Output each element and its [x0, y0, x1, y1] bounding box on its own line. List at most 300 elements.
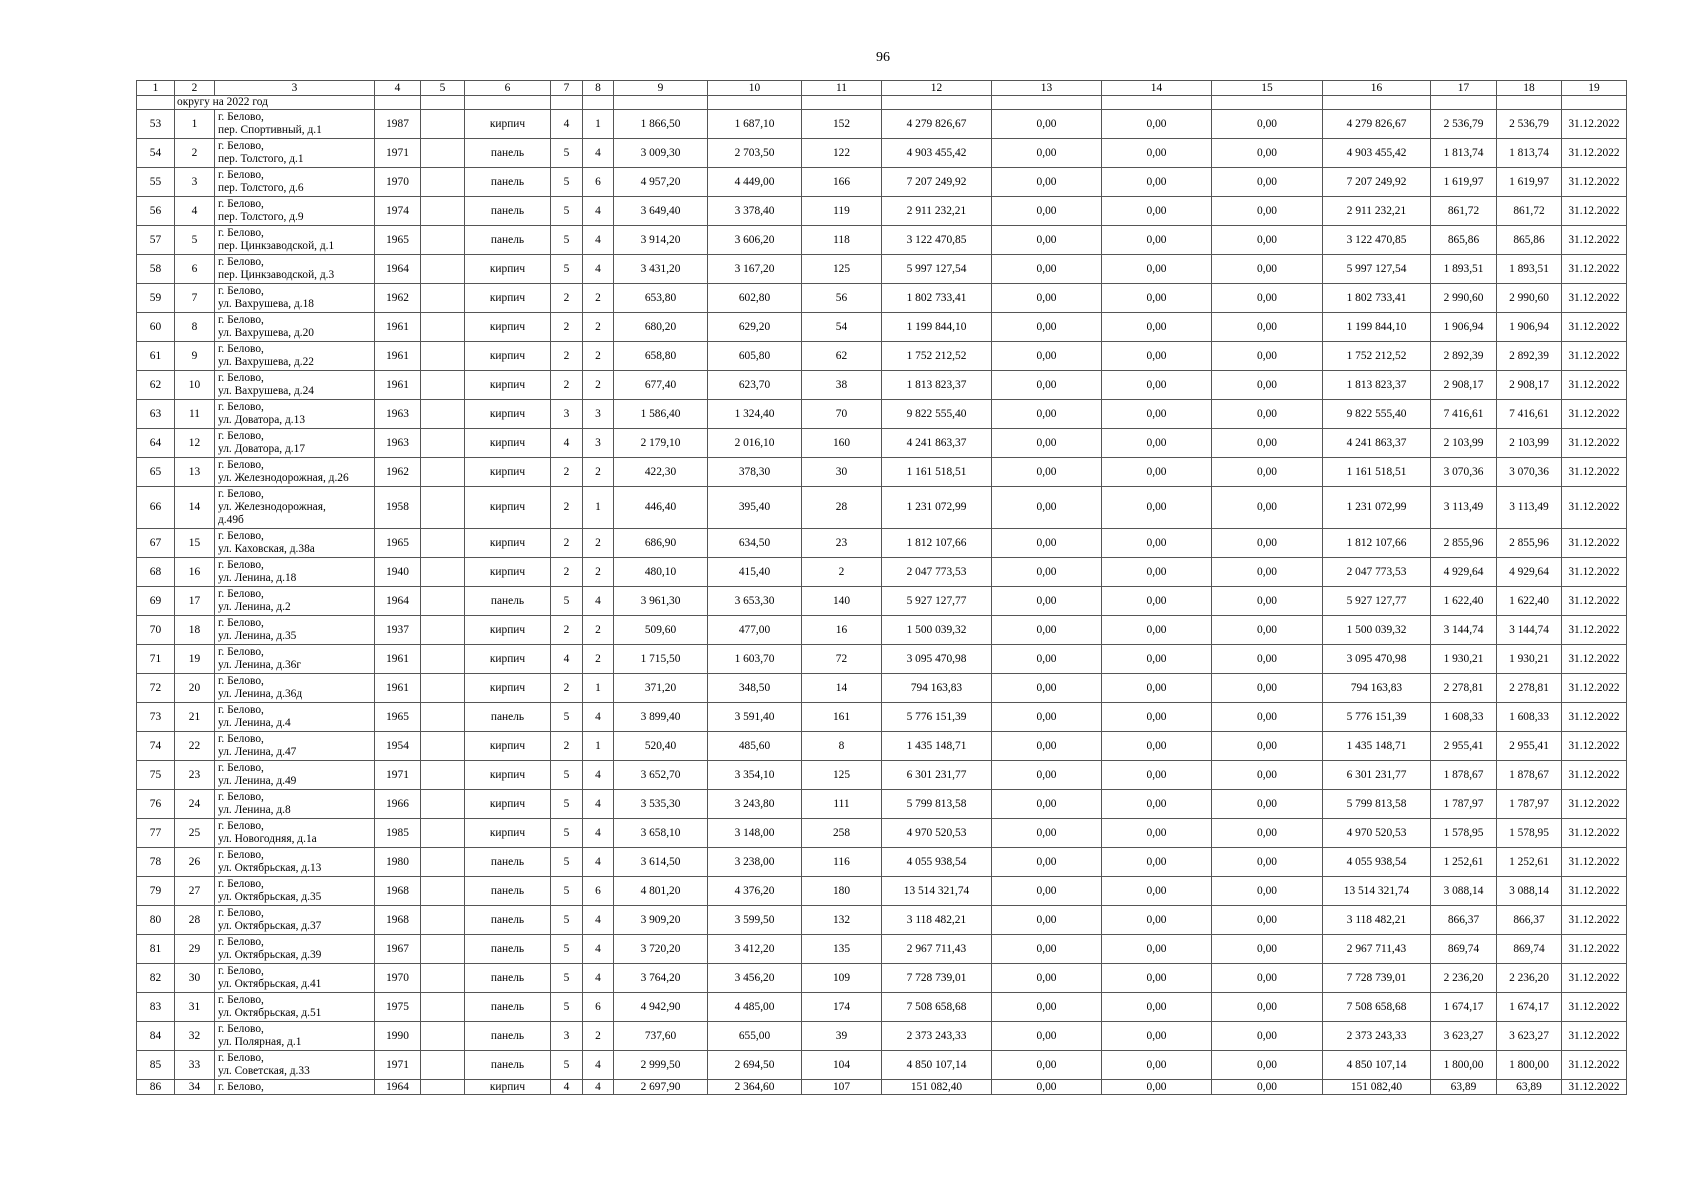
address-line: г. Белово, [218, 111, 264, 123]
max-unit-cost: 1 813,74 [1497, 139, 1562, 168]
col-14: 0,00 [1102, 197, 1212, 226]
col-13: 0,00 [992, 529, 1102, 558]
residents: 38 [802, 371, 882, 400]
entrances: 2 [583, 645, 614, 674]
table-row [137, 819, 1627, 848]
max-unit-cost: 3 088,14 [1497, 877, 1562, 906]
table-cell [1562, 96, 1627, 110]
unit-cost: 2 855,96 [1431, 529, 1497, 558]
entrances: 1 [583, 110, 614, 139]
entrances: 4 [583, 255, 614, 284]
wall-material: панель [465, 168, 551, 197]
living-area: 2 364,60 [708, 1080, 802, 1095]
total-area: 3 720,20 [614, 935, 708, 964]
max-unit-cost: 3 070,36 [1497, 458, 1562, 487]
total-area: 2 179,10 [614, 429, 708, 458]
total-area: 2 999,50 [614, 1051, 708, 1080]
owner-funds: 3 118 482,21 [1323, 906, 1431, 935]
max-unit-cost: 1 619,97 [1497, 168, 1562, 197]
deadline: 31.12.2022 [1562, 255, 1627, 284]
column-header: 4 [375, 81, 421, 96]
col-14: 0,00 [1102, 761, 1212, 790]
col-13: 0,00 [992, 1022, 1102, 1051]
col-13: 0,00 [992, 587, 1102, 616]
total-cost: 794 163,83 [882, 674, 992, 703]
deadline: 31.12.2022 [1562, 587, 1627, 616]
row-number: 79 [137, 877, 175, 906]
address [215, 110, 375, 139]
col-14: 0,00 [1102, 964, 1212, 993]
col-5 [421, 906, 465, 935]
deadline: 31.12.2022 [1562, 1080, 1627, 1095]
residents: 166 [802, 168, 882, 197]
total-area: 3 909,20 [614, 906, 708, 935]
col-15: 0,00 [1212, 732, 1323, 761]
row-number: 65 [137, 458, 175, 487]
address-line: г. Белово, [218, 285, 264, 297]
address-line: ул. Ленина, д.36г [218, 659, 302, 671]
col-15: 0,00 [1212, 674, 1323, 703]
total-cost: 4 055 938,54 [882, 848, 992, 877]
column-header: 12 [882, 81, 992, 96]
unit-cost: 2 908,17 [1431, 371, 1497, 400]
total-cost: 2 967 711,43 [882, 935, 992, 964]
table-row [137, 110, 1627, 139]
unit-cost: 3 088,14 [1431, 877, 1497, 906]
total-area: 1 715,50 [614, 645, 708, 674]
wall-material: кирпич [465, 255, 551, 284]
floors: 5 [551, 993, 583, 1022]
residents: 30 [802, 458, 882, 487]
col-14: 0,00 [1102, 226, 1212, 255]
col-5 [421, 819, 465, 848]
col-14: 0,00 [1102, 1022, 1212, 1051]
table-row [137, 226, 1627, 255]
year-built: 1965 [375, 226, 421, 255]
total-cost: 9 822 555,40 [882, 400, 992, 429]
total-cost: 1 812 107,66 [882, 529, 992, 558]
wall-material: панель [465, 877, 551, 906]
entrances: 4 [583, 197, 614, 226]
table-row [137, 1080, 1627, 1095]
wall-material: кирпич [465, 313, 551, 342]
entrances: 3 [583, 400, 614, 429]
col-5 [421, 761, 465, 790]
total-cost: 5 799 813,58 [882, 790, 992, 819]
owner-funds: 5 799 813,58 [1323, 790, 1431, 819]
floors: 5 [551, 1051, 583, 1080]
address [215, 226, 375, 255]
year-built: 1971 [375, 1051, 421, 1080]
total-cost: 1 500 039,32 [882, 616, 992, 645]
item-number: 6 [175, 255, 215, 284]
living-area: 3 412,20 [708, 935, 802, 964]
wall-material: кирпич [465, 645, 551, 674]
unit-cost: 1 893,51 [1431, 255, 1497, 284]
residents: 116 [802, 848, 882, 877]
address-line: г. Белово, [218, 965, 264, 977]
wall-material: кирпич [465, 110, 551, 139]
column-header: 11 [802, 81, 882, 96]
col-15: 0,00 [1212, 529, 1323, 558]
table-row [137, 429, 1627, 458]
deadline: 31.12.2022 [1562, 400, 1627, 429]
col-15: 0,00 [1212, 964, 1323, 993]
living-area: 3 653,30 [708, 587, 802, 616]
deadline: 31.12.2022 [1562, 371, 1627, 400]
address-line: ул. Ленина, д.47 [218, 746, 297, 758]
residents: 72 [802, 645, 882, 674]
address [215, 458, 375, 487]
col-14: 0,00 [1102, 458, 1212, 487]
total-cost: 2 911 232,21 [882, 197, 992, 226]
living-area: 3 148,00 [708, 819, 802, 848]
total-cost: 6 301 231,77 [882, 761, 992, 790]
total-cost: 1 161 518,51 [882, 458, 992, 487]
col-14: 0,00 [1102, 790, 1212, 819]
residents: 160 [802, 429, 882, 458]
address-line: г. Белово, [218, 256, 264, 268]
total-cost: 3 118 482,21 [882, 906, 992, 935]
owner-funds: 1 752 212,52 [1323, 342, 1431, 371]
col-13: 0,00 [992, 558, 1102, 587]
living-area: 3 606,20 [708, 226, 802, 255]
address-line: ул. Железнодорожная, [218, 501, 326, 513]
table-row [137, 964, 1627, 993]
column-header: 1 [137, 81, 175, 96]
residents: 62 [802, 342, 882, 371]
address-line: пер. Толстого, д.6 [218, 182, 304, 194]
item-number: 30 [175, 964, 215, 993]
address [215, 1022, 375, 1051]
col-5 [421, 458, 465, 487]
deadline: 31.12.2022 [1562, 529, 1627, 558]
max-unit-cost: 2 103,99 [1497, 429, 1562, 458]
col-15: 0,00 [1212, 935, 1323, 964]
col-5 [421, 587, 465, 616]
column-header: 16 [1323, 81, 1431, 96]
owner-funds: 5 776 151,39 [1323, 703, 1431, 732]
residents: 16 [802, 616, 882, 645]
col-13: 0,00 [992, 848, 1102, 877]
col-14: 0,00 [1102, 674, 1212, 703]
unit-cost: 2 103,99 [1431, 429, 1497, 458]
address-line: ул. Ленина, д.36д [218, 688, 303, 700]
owner-funds: 2 047 773,53 [1323, 558, 1431, 587]
col-14: 0,00 [1102, 110, 1212, 139]
residents: 180 [802, 877, 882, 906]
total-area: 509,60 [614, 616, 708, 645]
address-line: г. Белово, [218, 140, 264, 152]
floors: 5 [551, 139, 583, 168]
unit-cost: 1 674,17 [1431, 993, 1497, 1022]
unit-cost: 1 578,95 [1431, 819, 1497, 848]
living-area: 1 687,10 [708, 110, 802, 139]
col-13: 0,00 [992, 819, 1102, 848]
col-14: 0,00 [1102, 732, 1212, 761]
residents: 109 [802, 964, 882, 993]
year-built: 1962 [375, 458, 421, 487]
col-13: 0,00 [992, 255, 1102, 284]
address-line: г. Белово, [218, 588, 264, 600]
address-line: ул. Октябрьская, д.39 [218, 949, 322, 961]
unit-cost: 2 892,39 [1431, 342, 1497, 371]
col-15: 0,00 [1212, 429, 1323, 458]
address-line: г. Белово, [218, 849, 264, 861]
owner-funds: 1 812 107,66 [1323, 529, 1431, 558]
address [215, 255, 375, 284]
address-line: г. Белово, [218, 530, 264, 542]
col-5 [421, 935, 465, 964]
address-line: г. Белово, [218, 791, 264, 803]
col-15: 0,00 [1212, 819, 1323, 848]
wall-material: кирпич [465, 616, 551, 645]
row-number: 59 [137, 284, 175, 313]
item-number: 15 [175, 529, 215, 558]
deadline: 31.12.2022 [1562, 703, 1627, 732]
max-unit-cost: 865,86 [1497, 226, 1562, 255]
wall-material: кирпич [465, 529, 551, 558]
deadline: 31.12.2022 [1562, 1022, 1627, 1051]
column-header: 5 [421, 81, 465, 96]
entrances: 2 [583, 284, 614, 313]
item-number: 4 [175, 197, 215, 226]
max-unit-cost: 866,37 [1497, 906, 1562, 935]
address-line: г. Белово, [218, 169, 264, 181]
col-14: 0,00 [1102, 703, 1212, 732]
unit-cost: 1 608,33 [1431, 703, 1497, 732]
address [215, 964, 375, 993]
wall-material: панель [465, 197, 551, 226]
address-line: ул. Новогодняя, д.1а [218, 833, 317, 845]
address [215, 1080, 375, 1095]
max-unit-cost: 1 787,97 [1497, 790, 1562, 819]
table-row [137, 400, 1627, 429]
owner-funds: 5 927 127,77 [1323, 587, 1431, 616]
row-number: 76 [137, 790, 175, 819]
owner-funds: 6 301 231,77 [1323, 761, 1431, 790]
address-line: г. Белово, [218, 314, 264, 326]
table-cell [802, 96, 882, 110]
max-unit-cost: 3 623,27 [1497, 1022, 1562, 1051]
total-area: 3 009,30 [614, 139, 708, 168]
entrances: 1 [583, 674, 614, 703]
item-number: 3 [175, 168, 215, 197]
wall-material: панель [465, 906, 551, 935]
col-5 [421, 964, 465, 993]
row-number: 86 [137, 1080, 175, 1095]
year-built: 1965 [375, 529, 421, 558]
col-5 [421, 371, 465, 400]
entrances: 4 [583, 703, 614, 732]
total-area: 4 801,20 [614, 877, 708, 906]
table-cell [1323, 96, 1431, 110]
col-14: 0,00 [1102, 487, 1212, 529]
table-cell [614, 96, 708, 110]
col-5 [421, 703, 465, 732]
address-line: ул. Ленина, д.18 [218, 572, 297, 584]
item-number: 24 [175, 790, 215, 819]
living-area: 4 449,00 [708, 168, 802, 197]
living-area: 2 694,50 [708, 1051, 802, 1080]
owner-funds: 1 813 823,37 [1323, 371, 1431, 400]
total-cost: 4 970 520,53 [882, 819, 992, 848]
address-line: г. Белово, [218, 1023, 264, 1035]
col-5 [421, 732, 465, 761]
floors: 2 [551, 371, 583, 400]
max-unit-cost: 1 608,33 [1497, 703, 1562, 732]
year-built: 1963 [375, 400, 421, 429]
total-cost: 1 199 844,10 [882, 313, 992, 342]
address-line: ул. Ленина, д.8 [218, 804, 291, 816]
total-area: 1 866,50 [614, 110, 708, 139]
year-built: 1961 [375, 674, 421, 703]
year-built: 1940 [375, 558, 421, 587]
residents: 111 [802, 790, 882, 819]
floors: 2 [551, 529, 583, 558]
item-number: 20 [175, 674, 215, 703]
total-area: 3 914,20 [614, 226, 708, 255]
col-14: 0,00 [1102, 906, 1212, 935]
floors: 4 [551, 110, 583, 139]
year-built: 1961 [375, 342, 421, 371]
residents: 28 [802, 487, 882, 529]
address-line: ул. Ленина, д.49 [218, 775, 297, 787]
col-13: 0,00 [992, 487, 1102, 529]
entrances: 6 [583, 877, 614, 906]
address [215, 1051, 375, 1080]
col-5 [421, 1022, 465, 1051]
total-area: 422,30 [614, 458, 708, 487]
col-13: 0,00 [992, 1051, 1102, 1080]
max-unit-cost: 2 892,39 [1497, 342, 1562, 371]
max-unit-cost: 861,72 [1497, 197, 1562, 226]
entrances: 2 [583, 558, 614, 587]
entrances: 4 [583, 139, 614, 168]
col-5 [421, 993, 465, 1022]
col-15: 0,00 [1212, 400, 1323, 429]
max-unit-cost: 1 878,67 [1497, 761, 1562, 790]
header-row [137, 81, 1627, 96]
col-5 [421, 139, 465, 168]
col-14: 0,00 [1102, 168, 1212, 197]
total-area: 658,80 [614, 342, 708, 371]
wall-material: кирпич [465, 487, 551, 529]
deadline: 31.12.2022 [1562, 964, 1627, 993]
item-number: 11 [175, 400, 215, 429]
col-13: 0,00 [992, 674, 1102, 703]
year-built: 1966 [375, 790, 421, 819]
row-number: 73 [137, 703, 175, 732]
address-line: пер. Цинкзаводской, д.1 [218, 240, 335, 252]
residents: 107 [802, 1080, 882, 1095]
col-15: 0,00 [1212, 761, 1323, 790]
floors: 3 [551, 400, 583, 429]
col-5 [421, 529, 465, 558]
floors: 5 [551, 587, 583, 616]
table-body [137, 96, 1627, 1095]
col-5 [421, 197, 465, 226]
total-cost: 1 802 733,41 [882, 284, 992, 313]
unit-cost: 866,37 [1431, 906, 1497, 935]
floors: 5 [551, 761, 583, 790]
owner-funds: 4 970 520,53 [1323, 819, 1431, 848]
table-row [137, 139, 1627, 168]
unit-cost: 3 070,36 [1431, 458, 1497, 487]
total-cost: 5 776 151,39 [882, 703, 992, 732]
max-unit-cost: 1 930,21 [1497, 645, 1562, 674]
wall-material: кирпич [465, 400, 551, 429]
unit-cost: 1 878,67 [1431, 761, 1497, 790]
owner-funds: 2 373 243,33 [1323, 1022, 1431, 1051]
deadline: 31.12.2022 [1562, 848, 1627, 877]
deadline: 31.12.2022 [1562, 674, 1627, 703]
max-unit-cost: 1 578,95 [1497, 819, 1562, 848]
living-area: 3 167,20 [708, 255, 802, 284]
address [215, 674, 375, 703]
total-area: 446,40 [614, 487, 708, 529]
item-number: 2 [175, 139, 215, 168]
address [215, 342, 375, 371]
group-label: округу на 2022 год [175, 96, 375, 110]
table-row [137, 168, 1627, 197]
living-area: 3 354,10 [708, 761, 802, 790]
entrances: 1 [583, 732, 614, 761]
address [215, 819, 375, 848]
address-line: ул. Октябрьская, д.51 [218, 1007, 322, 1019]
owner-funds: 151 082,40 [1323, 1080, 1431, 1095]
address-line: ул. Октябрьская, д.35 [218, 891, 322, 903]
max-unit-cost: 2 855,96 [1497, 529, 1562, 558]
col-5 [421, 255, 465, 284]
unit-cost: 3 113,49 [1431, 487, 1497, 529]
col-13: 0,00 [992, 877, 1102, 906]
item-number: 8 [175, 313, 215, 342]
entrances: 4 [583, 906, 614, 935]
group-row [137, 96, 1627, 110]
residents: 125 [802, 761, 882, 790]
address-line: г. Белово, [218, 733, 264, 745]
entrances: 2 [583, 342, 614, 371]
column-header: 19 [1562, 81, 1627, 96]
address [215, 139, 375, 168]
floors: 2 [551, 284, 583, 313]
total-area: 4 942,90 [614, 993, 708, 1022]
living-area: 605,80 [708, 342, 802, 371]
col-5 [421, 674, 465, 703]
unit-cost: 7 416,61 [1431, 400, 1497, 429]
address-line: г. Белово, [218, 559, 264, 571]
year-built: 1961 [375, 313, 421, 342]
row-number: 56 [137, 197, 175, 226]
total-cost: 151 082,40 [882, 1080, 992, 1095]
floors: 5 [551, 877, 583, 906]
floors: 5 [551, 906, 583, 935]
col-13: 0,00 [992, 342, 1102, 371]
table-row [137, 877, 1627, 906]
address-line: ул. Железнодорожная, д.26 [218, 472, 349, 484]
address-line: г. Белово, [218, 198, 264, 210]
col-15: 0,00 [1212, 848, 1323, 877]
item-number: 12 [175, 429, 215, 458]
living-area: 655,00 [708, 1022, 802, 1051]
address-line: ул. Октябрьская, д.41 [218, 978, 322, 990]
item-number: 26 [175, 848, 215, 877]
row-number: 74 [137, 732, 175, 761]
residents: 8 [802, 732, 882, 761]
col-5 [421, 110, 465, 139]
deadline: 31.12.2022 [1562, 790, 1627, 819]
